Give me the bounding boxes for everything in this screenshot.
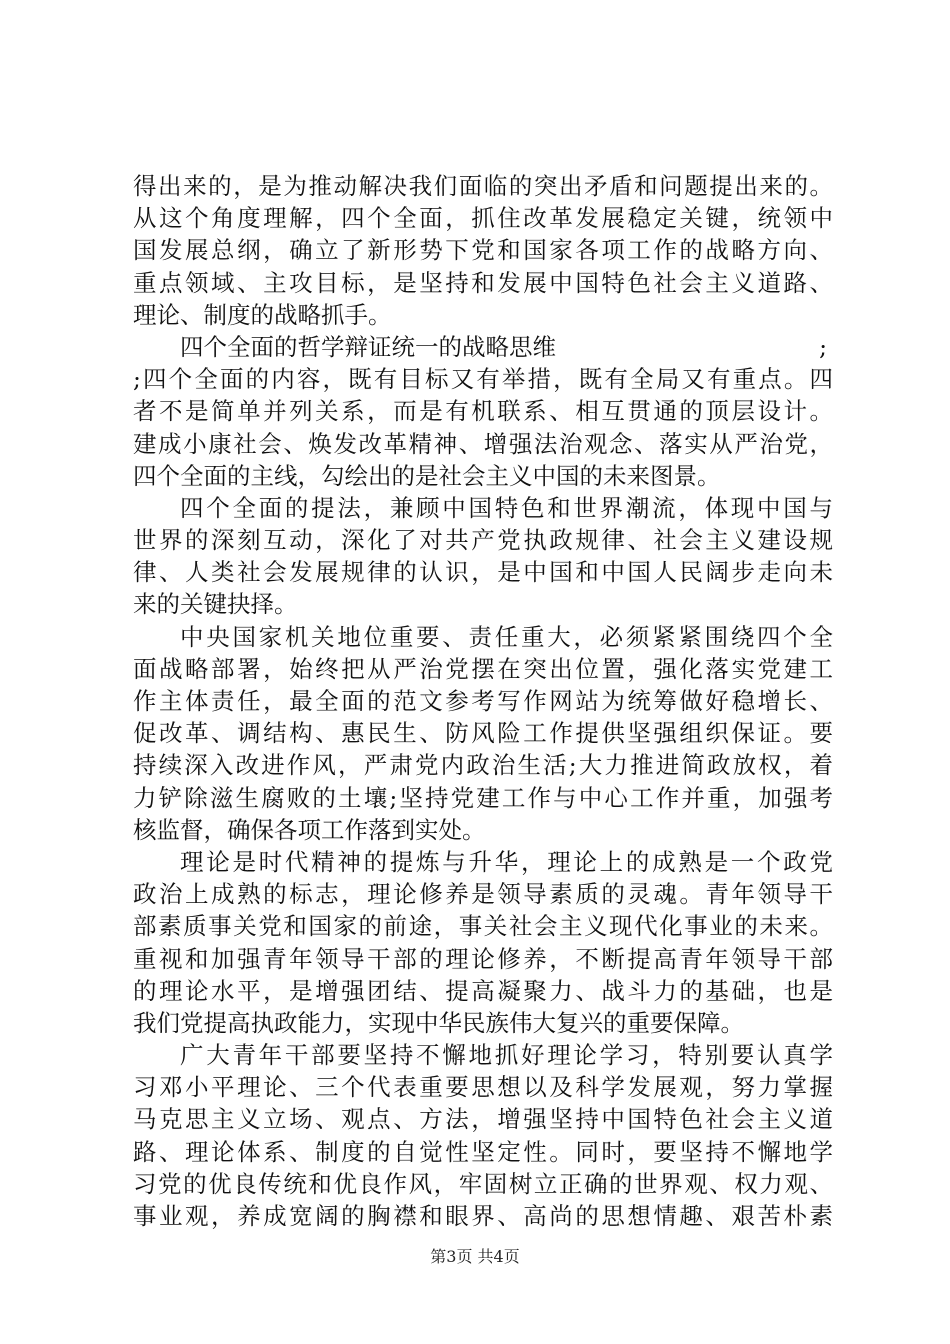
text-line xyxy=(133,1136,833,1168)
line-text: 持续深入改进作风，严肃党内政治生活;大力推进简政放权，着 xyxy=(133,751,833,780)
text-line xyxy=(133,492,833,524)
text-line xyxy=(133,878,833,910)
text-line xyxy=(133,395,833,427)
line-text: 者不是简单并列关系，而是有机联系、相互贯通的顶层设计。 xyxy=(133,397,833,426)
text-line xyxy=(133,524,833,556)
text-line xyxy=(133,170,833,202)
line-text: 建成小康社会、焕发改革精神、增强法治观念、落实从严治党， xyxy=(133,429,833,458)
text-line xyxy=(133,910,833,942)
line-text: ;四个全面的内容，既有目标又有举措，既有全局又有重点。四 xyxy=(133,365,833,394)
text-line xyxy=(133,234,833,266)
text-line xyxy=(133,267,833,299)
text-line xyxy=(133,428,833,460)
line-text: 我们党提高执政能力，实现中华民族伟大复兴的重要保障。 xyxy=(133,1008,744,1037)
line-text: 事业观，养成宽阔的胸襟和眼界、高尚的思想情趣、艰苦朴素 xyxy=(133,1202,833,1230)
line-text: 的理论水平，是增强团结、提高凝聚力、战斗力的基础，也是 xyxy=(133,976,833,1005)
text-line xyxy=(133,717,833,749)
line-text: 重点领域、主攻目标，是坚持和发展中国特色社会主义道路、 xyxy=(133,268,833,297)
text-line xyxy=(133,1200,833,1232)
line-text: 习邓小平理论、三个代表重要思想以及科学发展观，努力掌握 xyxy=(133,1073,833,1102)
text-line xyxy=(133,1007,833,1039)
text-line xyxy=(133,460,833,492)
line-text: 习党的优良传统和优良作风，牢固树立正确的世界观、权力观、 xyxy=(133,1169,833,1198)
document-body xyxy=(133,170,833,1232)
line-text: 重视和加强青年领导干部的理论修养，不断提高青年领导干部 xyxy=(133,944,833,973)
line-text: 四个全面的提法，兼顾中国特色和世界潮流，体现中国与 xyxy=(180,493,833,522)
text-line xyxy=(133,846,833,878)
page-footer: 第3页 共4页 xyxy=(430,1247,520,1266)
text-line xyxy=(133,749,833,781)
line-text: 来的关键抉择。 xyxy=(133,590,298,619)
line-text: 国发展总纲，确立了新形势下党和国家各项工作的战略方向、 xyxy=(133,236,833,265)
text-line xyxy=(133,975,833,1007)
text-line xyxy=(133,814,833,846)
text-line xyxy=(133,1039,833,1071)
line-text: 四个全面的主线，勾绘出的是社会主义中国的未来图景。 xyxy=(133,461,721,490)
line-text: 世界的深刻互动，深化了对共产党执政规律、社会主义建设规 xyxy=(133,526,833,555)
text-line xyxy=(133,588,833,620)
line-text: 律、人类社会发展规律的认识，是中国和中国人民阔步走向未 xyxy=(133,558,833,587)
line-text: 力铲除滋生腐败的土壤;坚持党建工作与中心工作并重，加强考 xyxy=(133,783,833,812)
line-text: 广大青年干部要坚持不懈地抓好理论学习，特别要认真学 xyxy=(180,1041,833,1070)
text-line xyxy=(133,556,833,588)
text-line xyxy=(133,363,833,395)
line-text: 马克思主义立场、观点、方法，增强坚持中国特色社会主义道 xyxy=(133,1105,833,1134)
line-text: 理论、制度的战略抓手。 xyxy=(133,300,392,329)
line-text: 中央国家机关地位重要、责任重大，必须紧紧围绕四个全 xyxy=(180,622,833,651)
text-line xyxy=(133,782,833,814)
text-line xyxy=(133,202,833,234)
trailing-semicolon: ; xyxy=(819,332,827,361)
line-text: 作主体责任，最全面的范文参考写作网站为统筹做好稳增长、 xyxy=(133,687,833,715)
text-line xyxy=(133,943,833,975)
text-line xyxy=(133,331,833,363)
text-line xyxy=(133,685,833,717)
text-line xyxy=(133,653,833,685)
line-text: 部素质事关党和国家的前途，事关社会主义现代化事业的未来。 xyxy=(133,912,833,941)
text-line xyxy=(133,299,833,331)
line-text: 面战略部署，始终把从严治党摆在突出位置，强化落实党建工 xyxy=(133,654,833,683)
line-text: 核监督，确保各项工作落到实处。 xyxy=(133,815,486,844)
text-line xyxy=(133,621,833,653)
line-text: 理论是时代精神的提炼与升华，理论上的成熟是一个政党 xyxy=(180,847,833,876)
line-text: 得出来的，是为推动解决我们面临的突出矛盾和问题提出来的。 xyxy=(133,172,833,200)
line-text: 政治上成熟的标志，理论修养是领导素质的灵魂。青年领导干 xyxy=(133,880,833,909)
text-line xyxy=(133,1168,833,1200)
line-text: 从这个角度理解，四个全面，抓住改革发展稳定关键，统领中 xyxy=(133,204,833,233)
text-line xyxy=(133,1071,833,1103)
paragraph-heading-text: 四个全面的哲学辩证统一的战略思维 xyxy=(180,332,556,361)
text-line xyxy=(133,1103,833,1135)
line-text: 促改革、调结构、惠民生、防风险工作提供坚强组织保证。要 xyxy=(133,719,833,748)
line-text: 路、理论体系、制度的自觉性坚定性。同时，要坚持不懈地学 xyxy=(133,1137,833,1166)
